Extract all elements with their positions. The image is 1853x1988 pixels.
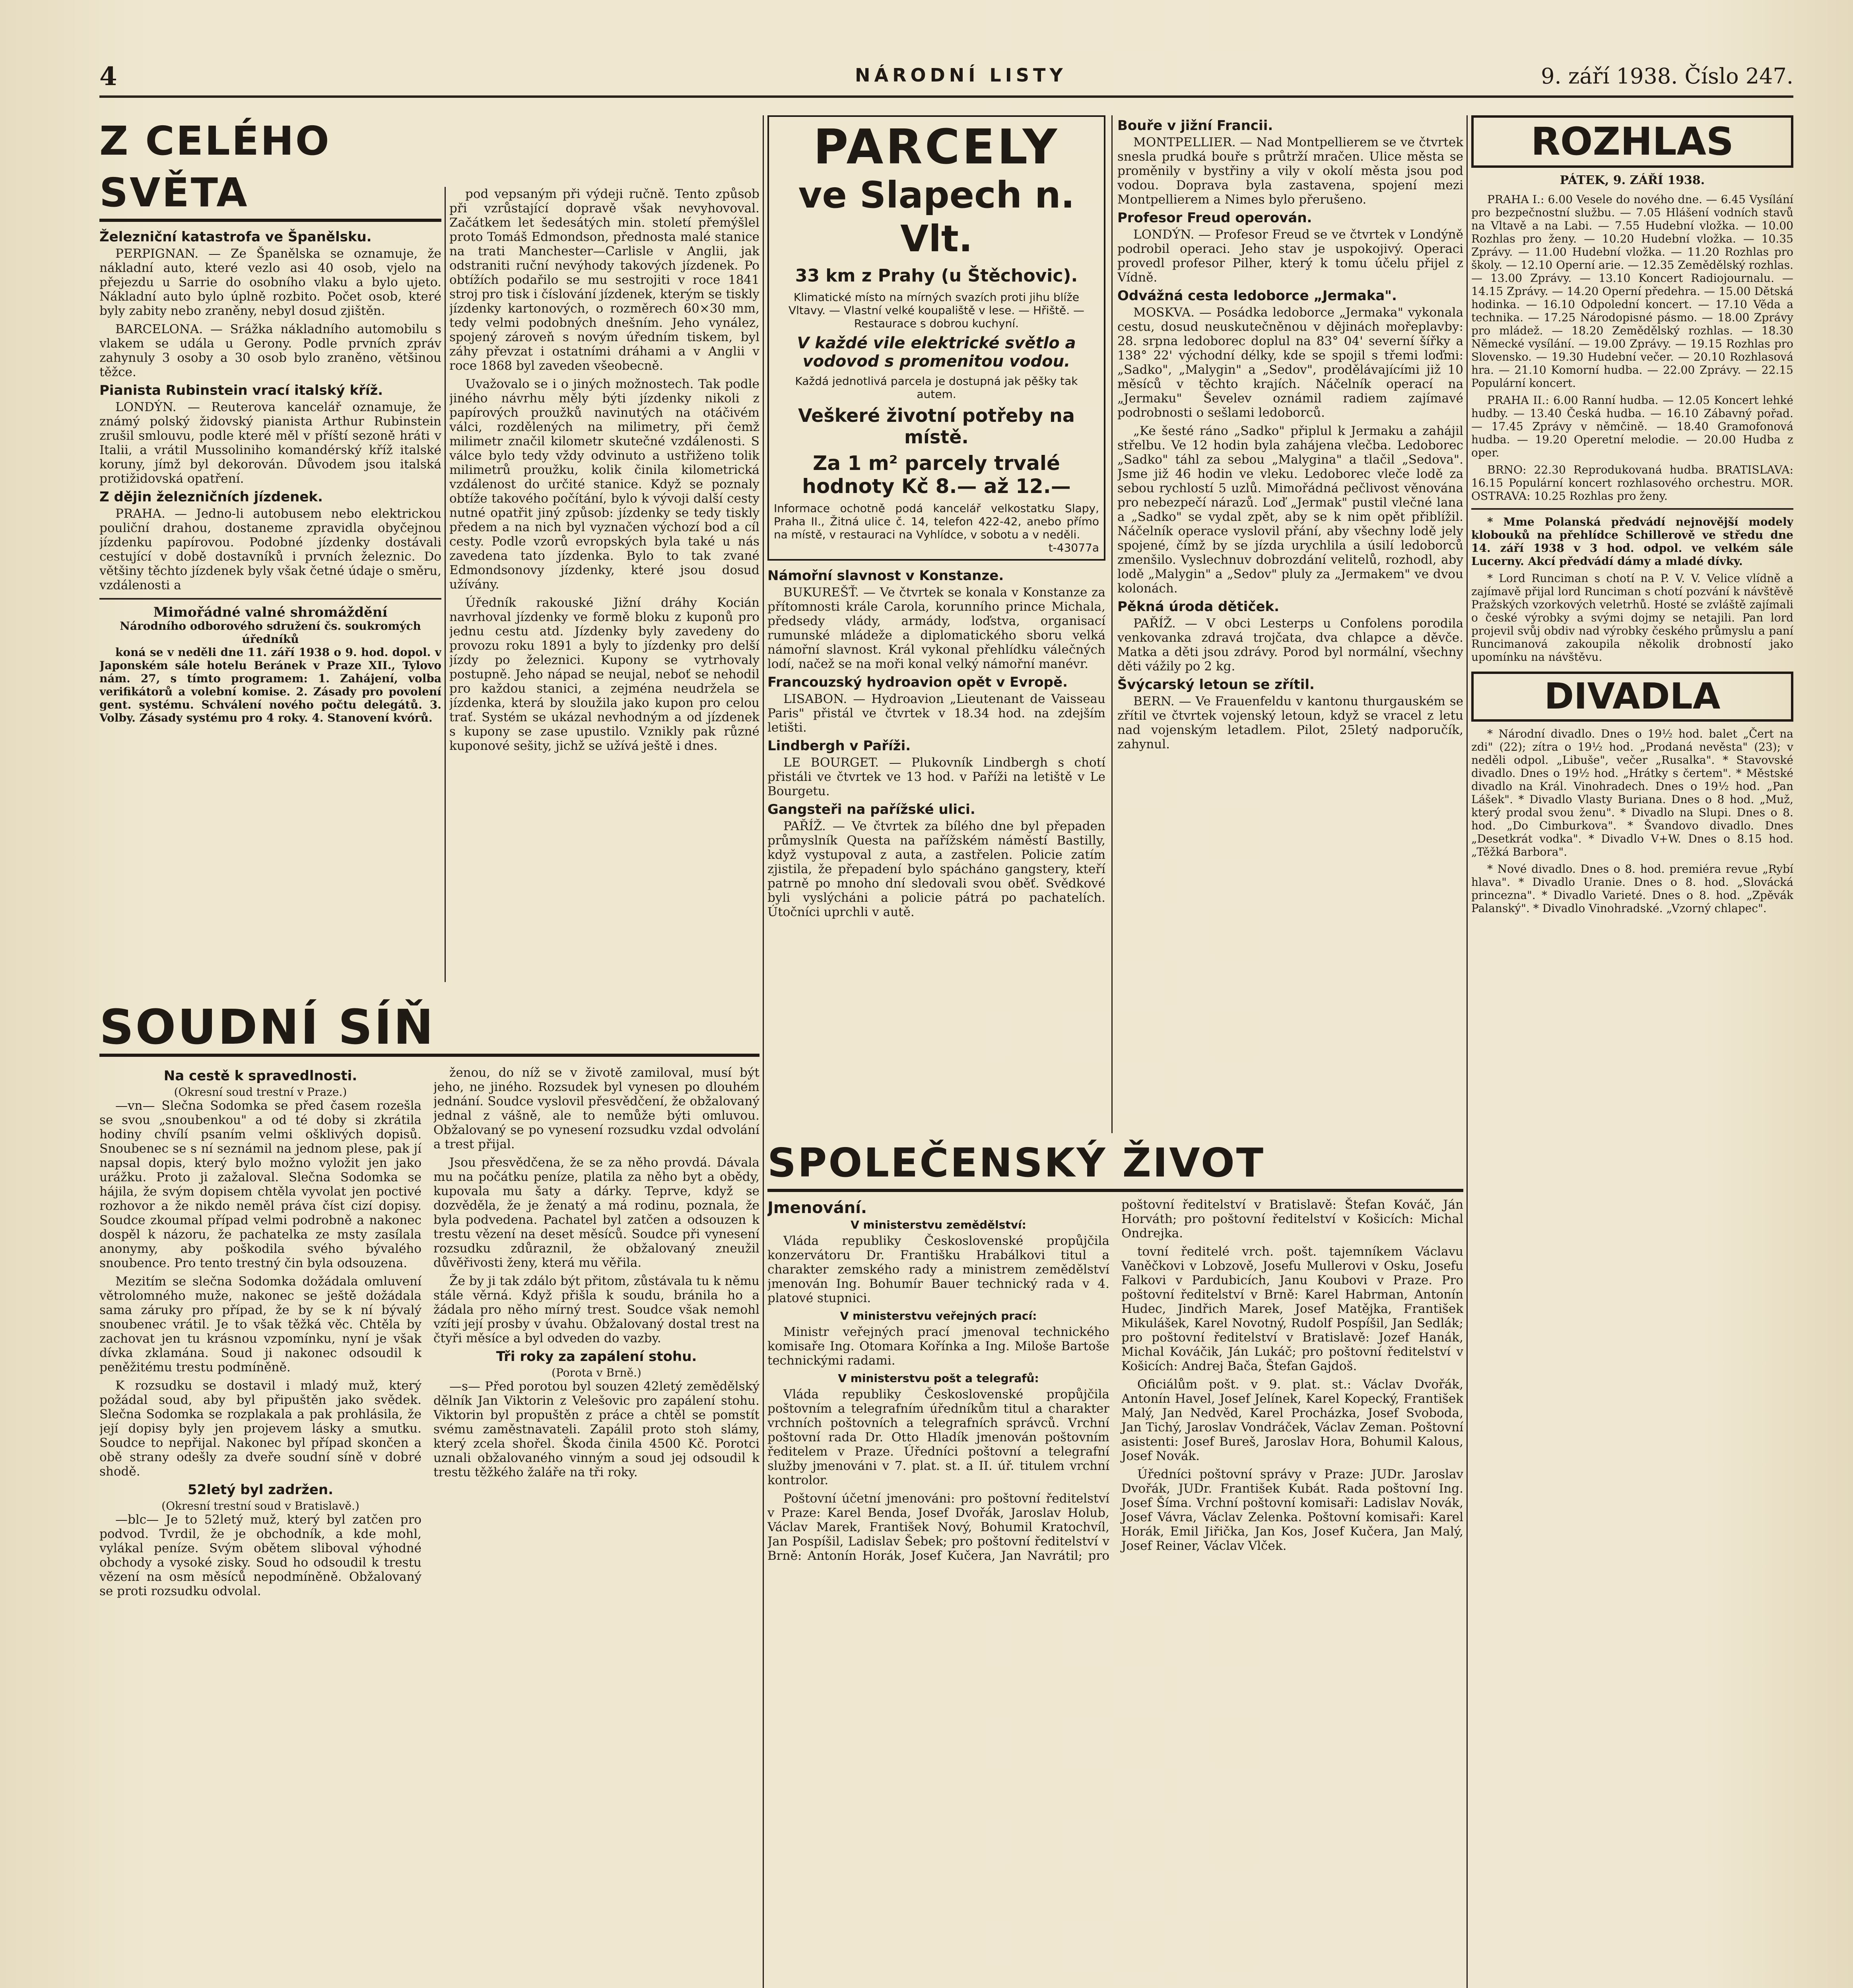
article-title: Tři roky za zapálení stohu. [496, 1349, 697, 1365]
article-title: Bouře v jižní Francii. [1117, 118, 1273, 134]
ad-contact: Informace ochotně podá kancelář velkostatku Slapy, Praha II., Žitná ulice č. 14, telefon 422-42, anebo přímo na místě, v restauraci na Vyhlídce, v sobotu a v neděli. [774, 502, 1099, 541]
article-title: Jmenování. [767, 1199, 867, 1217]
ad-subtitle: ve Slapech n. Vlt. [798, 174, 1075, 260]
notice-text: koná se v neděli dne 11. září 1938 o 9. hod. dopol. v Japonském sále hotelu Beránek v Praze XII., Tylovo nám. 27, s tímto programem: 1. Zahájení, volba verifikátorů a volební komise. 2. Zásady pro povolení gent. systému. Schválení nového počtu delegátů. 3. Volby. Zásady systému pro 4 roky. 4. Stanovení kvórů. [99, 646, 441, 724]
article-subtitle: V ministerstvu pošt a telegrafů: [838, 1372, 1039, 1385]
article-text: Že by ji tak zdálo být přitom, zůstávala tu k němu stále věrná. Když přišla k soudu, bránila ho a žádala pro něho mírný trest. Soudce však nemohl vzíti její prosby v úvahu. Obžalovaný dostal trest na čtyři měsíce a byl odveden do vazby. [433, 1274, 759, 1345]
section-title-court: SOUDNÍ SÍŇ [99, 1002, 759, 1057]
article-text: PAŘÍŽ. — Ve čtvrtek za bílého dne byl přepaden průmyslník Questa na pařížském náměstí Bastilly, když vystupoval z auta, a zastřelen. Policie zatím zjistila, že přepadení bylo spácháno gangstery, kteří patrně po mnoho dní sledovali svou oběť. Svědkové byli vyslýcháni a policie pátrá po pachatelích. Útočníci uprchli v autě. [767, 819, 1105, 919]
article-subtitle: (Porota v Brně.) [552, 1366, 641, 1379]
news-column [1117, 115, 1463, 1133]
article-text: Ministr veřejných prací jmenoval technického komisaře Ing. Otomara Kořínka a Ing. Miloše Bartoše technickými radami. [767, 1325, 1109, 1368]
radio-program: BRNO: 22.30 Reprodukovaná hudba. BRATISLAVA: 16.15 Populární koncert rozhlasového orchestru. MOR. OSTRAVA: 10.25 Rozhlas pro ženy. [1471, 463, 1793, 503]
masthead: NÁRODNÍ LISTY [855, 64, 1067, 86]
world-column [99, 115, 441, 982]
radio-program: PRAHA II.: 6.00 Ranní hudba. — 12.05 Koncert lehké hudby. — 13.40 Česká hudba. — 16.10 Zábavný pořad. — 17.45 Zprávy v němčině. — 18.40 Gramofonová hudba. — 19.20 Operetní melodie. — 20.00 Hudba z oper. [1471, 394, 1793, 459]
article-text: Jsou přesvědčena, že se za něho provdá. Dávala mu na počátku peníze, platila za něho byt a obědy, kupovala mu šaty a dárky. Teprve, když se dozvěděla, že je ženatý a má rodinu, poznala, že byla podvedena. Pachatel byl zatčen a odsouzen k trestu vězení na deset měsíců. Soudce při vynesení rozsudku zdůraznil, že obžalovaný zneužil důvěřivosti ženy, která mu věřila. [433, 1155, 759, 1270]
article-text: Uvažovalo se i o jiných možnostech. Tak podle jiného návrhu měly býti jízdenky nikoli z papírových proužků navinutých na otáčivém válci, rozdělených na milimetry, při čemž milimetr značil kilometr skutečné vzdálenosti. S válce bylo tedy vždy odvinuto a ustřiženo tolik milimetrů proužku, kolik činila kilometrická vzdálenost do určité stanice. Když se poznaly obtíže takového počítání, bylo k vývoji další cesty nutné opatřit jiný způsob: jízdenky se tedy tiskly předem a na nich byl vyznačen výchozí bod a cíl cesty. Podle vzorů evropských byla také u nás zavedena tato jízdenka. Bylo to tak zvané Edmondsonovy jízdenky, které jsou dosud užívány. [449, 377, 759, 592]
ad-text: Klimatické místo na mírných svazích proti jihu blíže Vltavy. — Vlastní velké koupaliště v lese. — Hřiště. — Restaurace s dobrou kuchyní. [788, 291, 1085, 330]
ad-distance: 33 km z Prahy (u Štěchovic). [795, 266, 1078, 286]
article-text: Úředníci poštovní správy v Praze: JUDr. Jaroslav Dvořák, JUDr. František Kubát. Rada poštovní Ing. Josef Šíma. Vrchní poštovní komisaři: Ladislav Novák, Josef Vávra, Václav Zelenka. Poštovní komisaři: Karel Horák, Emil Jiřička, Jan Kos, Josef Kučera, Jan Malý, Josef Reiner, Václav Vlček. [1121, 1467, 1463, 1553]
article-text: Vláda republiky Československé propůjčila poštovním a telegrafním úředníkům titul a charakter vrchních poštovních a telegrafních správců. Vrchní poštovní rada Dr. Otto Hladík jmenován poštovním ředitelem v Praze. Úředníci poštovní a telegrafní služby jmenováni v 7. plat. st. a II. úř. titulem vrchní kontrolor. [767, 1387, 1109, 1487]
section-title-radio: ROZHLAS [1471, 115, 1793, 168]
article-text: —vn— Slečna Sodomka se před časem rozešla se svou „snoubenkou" a od té doby si zkrátila hodiny chvílí psaním velmi ošklivých dopisů. Snoubenec se s ní seznámil na jednom plese, pak jí napsal dopis, který bylo možno vyložit jen jako urážku. Proto ji zažaloval. Slečna Sodomka se hájila, že svým dopisem chtěla vyvolat jen poctivé rozhovor a že nikdo neměl práva číst cizí dopisy. Soudce zkoumal případ velmi podrobně a nakonec dospěl k názoru, že pachatelka ze msty zasílala anonymy, aby poškodila svého bývalého snoubence. Pro tento trestný čin byla odsouzena. [99, 1099, 421, 1270]
article-text: K rozsudku se dostavil i mladý muž, který požádal soud, aby byl připuštěn jako svědek. Slečna Sodomka se rozplakala a pak prohlásila, že její dopisy byly jen projevem lásky a smutku. Soudce to nepřijal. Nakonec byl případ skončen a obě strany odešly za dveře soudní síně v dobré shodě. [99, 1378, 421, 1479]
section-title-world: Z CELÉHO SVĚTA [99, 115, 441, 222]
article-text: Vláda republiky Československé propůjčila konzervátoru Dr. Františku Hrabálkovi titul a charakter zemského rady a ministrem zemědělství jmenován Ing. Bohumír Bauer technický rada v 4. platové stupnici. [767, 1234, 1109, 1305]
article-title: Pianista Rubinstein vrací italský kříž. [99, 382, 383, 398]
notice: * Lord Runciman s chotí na P. V. V. Velice vlídně a zajímavě přijal lord Runciman s chotí pozvání k návštěvě Pražských vzorkových veletrhů. Hosté se zvláště zajímali o české výrobky a svými dojmy se netajili. Pan lord projevil svůj obdiv nad výrobky českého průmyslu a paní Runcimanová zakoupila několik drobností jako upomínku na návštěvu. [1471, 572, 1793, 664]
notice-org: Národního odborového sdružení čs. soukromých úředníků [120, 619, 421, 646]
article-title: Gangsteři na pařížské ulici. [767, 802, 975, 817]
article-title: 52letý byl zadržen. [187, 1482, 334, 1498]
article-subtitle: (Okresní trestní soud v Bratislavě.) [161, 1499, 359, 1512]
article-text: „Ke šesté ráno „Sadko" připlul k Jermaku a zahájil střelbu. Ve 12 hodin byla zahájena vlečba. Ledoborec „Sadko" táhl za sebou „Malygina" a tlačil „Sedova". Jsme již 46 hodin ve vleku. Ledoborec vleče lodě za sebou rychlostí 5 uzlů. Mimořádná pečlivost věnována pro nebezpečí nárazů. Loď „Jermak" pustil vlečné lana a „Sadko" se vydal zpět, aby se k nim opět přiblížil. Náčelník operace vyslovil přání, aby všechny lodě jely spojené, čímž by se jízda urychlila a úsilí ledoborců zmenšilo. Vyslechnuv dobrozdání velitelů, rozhodl, aby lodě „Malygin" a „Sedov" pluly za „Jermakem" ve dvou kolonách. [1117, 424, 1463, 596]
article-title: Profesor Freud operován. [1117, 210, 1312, 226]
world-continuation-column [449, 187, 759, 982]
notice-title: Mimořádné valné shromáždění [153, 604, 388, 620]
theater-listing: * Nové divadlo. Dnes o 8. hod. premiéra revue „Rybí hlava". * Divadlo Uranie. Dnes o 8. hod. „Slovácká princezna". * Divadlo Varieté. Dnes o 8. hod. „Zpěvák Palanský". * Divadlo Vinohradské. „Vzorný chlapec". [1471, 862, 1793, 915]
article-title: Železniční katastrofa ve Španělsku. [99, 229, 372, 245]
article-text: BERN. — Ve Frauenfeldu v kantonu thurgauském se zřítil ve čtvrtek vojenský letoun, když se vracel z letu nad vojenským letadlem. Pilot, 25letý nadporučík, zahynul. [1117, 694, 1463, 751]
ad-text: Každá jednotlivá parcela je dostupná jak pěšky tak autem. [795, 375, 1078, 401]
section-title-social: SPOLEČENSKÝ ŽIVOT [767, 1137, 1463, 1192]
article-subtitle: V ministerstvu zemědělství: [851, 1218, 1026, 1231]
article-text: BARCELONA. — Srážka nákladního automobilu s vlakem se udála u Gerony. Podle prvních zpráv zahynuly 3 osoby a 30 osob bylo zraněno, většinou těžce. [99, 322, 441, 379]
article-text: ženou, do níž se v životě zamiloval, musí být jeho, ne jiného. Rozsudek byl vynesen po dlouhém jednání. Soudce vyslovil přesvědčení, že obžalovaný jednal z vášně, ale to nemůže býti omluvou. Obžalovaný se po vynesení rozsudku vzdal odvolání a trest přijal. [433, 1066, 759, 1151]
article-title: Odvážná cesta ledoborce „Jermaka". [1117, 288, 1397, 304]
article-text: Mezitím se slečna Sodomka dožádala omluvení větrolomného muže, nakonec se ještě dožádala sama záruky pro případ, že by se k ní bývalý snoubenec vrátil. Je to však těžká věc. Chtěla by zachovat jen tu krásnou vzpomínku, nyní je však dívka zklamána. Soud ji nakonec odsoudil k peněžitému trestu podmíněně. [99, 1274, 421, 1375]
article-text: —blc— Je to 52letý muž, který byl zatčen pro podvod. Tvrdil, že je obchodník, a kde mohl, vylákal peníze. Svým obětem sliboval výhodné obchody a vysoké zisky. Soud ho odsoudil k trestu vězení na osm měsíců nepodmíněně. Obžalovaný se proti rozsudku odvolal. [99, 1512, 421, 1598]
article-text: PERPIGNAN. — Ze Španělska se oznamuje, že nákladní auto, které vezlo asi 40 osob, vjelo na přejezdu u Sarrie do osobního vlaku a bylo ujeto. Nákladní auto bylo úplně rozbito. Počet osob, které byly zabity nebo zraněny, nebyl dosud zjištěn. [99, 247, 441, 318]
ad-title: PARCELY [813, 120, 1060, 175]
article-title: Námořní slavnost v Konstanze. [767, 568, 1004, 584]
article-text: LISABON. — Hydroavion „Lieutenant de Vaisseau Paris" přistál ve čtvrtek v 18.34 hod. na zdejším letišti. [767, 692, 1105, 735]
radio-date: PÁTEK, 9. ZÁŘÍ 1938. [1560, 173, 1705, 187]
article-subtitle: (Okresní soud trestní v Praze.) [174, 1085, 347, 1099]
article-text: LONDÝN. — Profesor Freud se ve čtvrtek v Londýně podrobil operaci. Jeho stav je uspokojivý. Operaci provedl profesor Pilher, který k tomu účelu přijel z Vídně. [1117, 227, 1463, 285]
court-column-1 [99, 1066, 421, 1988]
article-title: Lindbergh v Paříži. [767, 738, 911, 754]
radio-program: PRAHA I.: 6.00 Vesele do nového dne. — 6.45 Vysílání pro bezpečnostní službu. — 7.05 Hlášení vodních stavů na Vltavě a na Labi. — 7.55 Hudební vložka. — 10.00 Rozhlas pro ženy. — 10.20 Hudební vložka. — 10.35 Zprávy. — 11.00 Hudební vložka. — 11.20 Rozhlas pro školy. — 12.10 Operní arie. — 12.35 Zemědělský rozhlas. — 13.00 Zprávy. — 13.10 Koncert Radiojournalu. — 14.15 Zprávy. — 14.20 Operní předehra. — 15.00 Dětská hodinka. — 16.10 Odpolední koncert. — 17.10 Věda a technika. — 17.25 Národopisné pásmo. — 18.00 Zprávy pro mládež. — 18.20 Zemědělský rozhlas. — 18.30 Německé vysílání. — 19.00 Zprávy. — 19.15 Rozhlas pro Slovensko. — 19.30 Hudební večer. — 20.10 Rozhlasová hra. — 21.10 Komorní hudba. — 22.00 Zprávy. — 22.15 Populární koncert. [1471, 193, 1793, 390]
article-subtitle: V ministerstvu veřejných prací: [840, 1309, 1037, 1322]
article-text: MONTPELLIER. — Nad Montpellierem se ve čtvrtek snesla prudká bouře s průtrží mračen. Ulice města se proměnily v bystřiny a vily v okolí města jsou pod vodou. Doprava byla zastavena, spojení mezi Montpellierem a Nimes bylo přerušeno. [1117, 135, 1463, 207]
article-text: BUKUREŠŤ. — Ve čtvrtek se konala v Konstanze za přítomnosti krále Carola, korunního prince Michala, předsedy vlády, armády, loďstva, organisací rumunské mládeže a diplomatického sboru velká námořní slavnost. Král vykonal přehlídku válečných lodí, načež se na moři konal velký námořní manévr. [767, 585, 1105, 671]
article-text: MOSKVA. — Posádka ledoborce „Jermaka" vykonala cestu, dosud neuskutečněnou v dějinách mořeplavby: 28. srpna ledoborec doplul na 83° 04' severní šířky a 138° 22' východní délky, kde se spojil s třemi loďmi: „Sadko", „Malygin" a „Sedov", prodělávajícími již 10 měsíců v těchto krajích. Náčelník operací na „Jermaku" Ševelev oznámil radiem zajímavé podrobnosti o sešlami ledoborců. [1117, 305, 1463, 420]
article-title: Francouzský hydroavion opět v Evropě. [767, 674, 1068, 690]
article-text: Poštovní účetní jmenováni: pro poštovní ředitelství v Praze: Karel Benda, Josef Dvořák, Jaroslav Holub, Václav Marek, František Nový, Bohumil Kratochvíl, Jan Pospíšil, Ladislav Šebek; pro poštovní ředitelství v Brně: Antonín Horák, Josef Kučera, Jan Navrátil; pro poštovní ředitelství v Bratislavě: Štefan Kováč, Ján Horváth; pro poštovní ředitelství v Košicích: Michal Ondrejka. [767, 1198, 1463, 1563]
article-text: pod vepsaným při výdeji ručně. Tento způsob při vzrůstající dopravě však nevyhovoval. Začátkem let šedesátých min. století přemýšlel proto Tomáš Edmondson, přednosta malé stanice na trati Manchester—Carlisle v Anglii, jak odstraniti ruční nevýhody takových jízdenek. Po obtížích podařilo se mu sestrojiti v roce 1841 stroj pro tisk i číslování jízdenek, kterým se tiskly jízdenky kartonových, o rozměrech 60×30 mm, tedy velmi podobných dnešním. Jeho vynález, spojený zároveň s novým úředním tiskem, byl záhy převzat i ostatními dráhami a v Anglii v roce 1868 byl zaveden všeobecně. [449, 187, 759, 373]
ad-text: Veškeré životní potřeby na místě. [798, 405, 1075, 448]
article-text: LE BOURGET. — Plukovník Lindbergh s chotí přistáli ve čtvrtek ve 13 hod. v Paříži na letiště v Le Bourgetu. [767, 755, 1105, 798]
parcels-ad [767, 115, 1105, 561]
ad-price: Za 1 m² parcely trvalé hodnoty Kč 8.— až 12.— [802, 452, 1071, 498]
article-text: PAŘÍŽ. — V obci Lesterps u Confolens porodila venkovanka zdravá trojčata, dva chlapce a děvče. Matka a děti jsou zdrávy. Porod byl normální, všechny děti vážily po 2 kg. [1117, 616, 1463, 674]
section-title-theater: DIVADLA [1471, 672, 1793, 722]
article-text: PRAHA. — Jedno-li autobusem nebo elektrickou pouliční drahou, dostaneme zpravidla obyčejnou jízdenku papírovou. Podobné jízdenky dostávali cestující v době dostavníků i prvních železnic. Do většiny těchto jízdenek byly však četné údaje o směru, vzdálenosti a [99, 507, 441, 592]
article-text: —s— Před porotou byl souzen 42letý zemědělský dělník Jan Viktorin z Velešovic pro zapálení stohu. Viktorin byl propuštěn z práce a chtěl se pomstít svému zaměstnavateli. Zapálil proto stoh slámy, který zcela shořel. Škoda činila 4500 Kč. Porotci uznali obžalovaného vinným a soud jej odsoudil k trestu těžkého žaláře na tři roky. [433, 1379, 759, 1479]
notice: * Mme Polanská předvádí nejnovější modely klobouků na přehlídce Schillerově ve středu dne 14. září 1938 v 3 hod. odpol. ve velkém sále Lucerny. Akcí předvádí dámy a mladé dívky. [1471, 515, 1793, 568]
article-title: Pěkná úroda dětiček. [1117, 599, 1280, 615]
ad-code: t-43077a [1048, 541, 1099, 554]
article-text: Úředník rakouské Jižní dráhy Kocián navrhoval jízdenky ve formě blоku z kuponů pro jednu cestu atd. Jízdenky byly zavedeny do provozu roku 1891 a byly to jízdenky pro delší jízdy po železnici. Kupony se vytrhovaly postupně. Jeho nápad se neujal, neboť se nehodil pro každou stanici, a zejména neudržela se jízdenka, která by sloužila jako kupon pro celou trať. Systém se ukázal nevhodným a od jízdenek s kupony se zase upustilo. Vznikly pak různé kuponové sešity, jichž se užívá ještě i dnes. [449, 596, 759, 753]
ad-text: V každé vile elektrické světlo a vodovod s promenitou vodou. [797, 334, 1076, 371]
middle-column [767, 115, 1105, 1260]
issue-date: 9. září 1938. Číslo 247. [1541, 64, 1793, 89]
article-text: Oficiálům pošt. v 9. plat. st.: Václav Dvořák, Antonín Havel, Josef Jelínek, Karel Kopecký, František Malý, Jan Nedvěd, Karel Procházka, Josef Svoboda, Jan Tichý, Jaroslav Vondráček, Václav Zeman. Poštovní asistenti: Josef Bureš, Jaroslav Hora, Bohumil Kalous, Josef Novák. [1121, 1377, 1463, 1463]
theater-listing: * Národní divadlo. Dnes o 19½ hod. balet „Čert na zdi" (22); zítra o 19½ hod. „Prodaná nevěsta" (23); v neděli odpol. „Libuše", večer „Rusalka". * Stavovské divadlo. Dnes o 19½ hod. „Hrátky s čertem". * Městské divadlo na Král. Vinohradech. Dnes o 19½ hod. „Pan Lášek". * Divadlo Vlasty Buriana. Dnes o 8 hod. „Muž, který prodal svou ženu". * Divadlo na Slupi. Dnes o 8. hod. „Do Cimburkova". * Švandovo divadlo. Dnes „Desetkrát vodka". * Divadlo V+W. Dnes o 8.15 hod. „Těžká Barbora". [1471, 727, 1793, 858]
page-header [99, 60, 1793, 98]
social-section [767, 1137, 1463, 1988]
article-text: tovní ředitelé vrch. pošt. tajemníkem Václavu Vaněčkovi v Lobzově, Josefu Mullerovi v Osku, Josefu Falkovi v Pardubicích, Janu Koubovi v Praze. Pro poštovní ředitelství v Brně: Karel Habrman, Antonín Hudec, Jindřich Marek, Josef Matějka, František Mikulášek, Karel Novotný, Rudolf Pospíšil, Jan Sedlák; pro poštovní ředitelství v Bratislavě: Jozef Hanák, Michal Kováčik, Ján Lukáč; pro poštovní ředitelství v Košicích: Andrej Bača, Štefan Gajdoš. [1121, 1244, 1463, 1373]
article-title: Švýcarský letoun se zřítil. [1117, 677, 1315, 693]
article-text: LONDÝN. — Reuterova kancelář oznamuje, že známý polský židovský pianista Arthur Rubinstein zrušil smlouvu, podle které měl v příští sezoně hráti v Italii, a vrátil Mussoliniho komandérský kříž italské koruny, jímž byl dekorován. Důvodem jsou italská protižidovská opatření. [99, 400, 441, 486]
radio-column [1471, 115, 1793, 1988]
article-title: Na cestě k spravedlnosti. [163, 1068, 357, 1084]
court-column-2 [433, 1066, 759, 1988]
article-title: Z dějin železničních jízdenek. [99, 489, 323, 505]
page-number: 4 [99, 62, 117, 91]
